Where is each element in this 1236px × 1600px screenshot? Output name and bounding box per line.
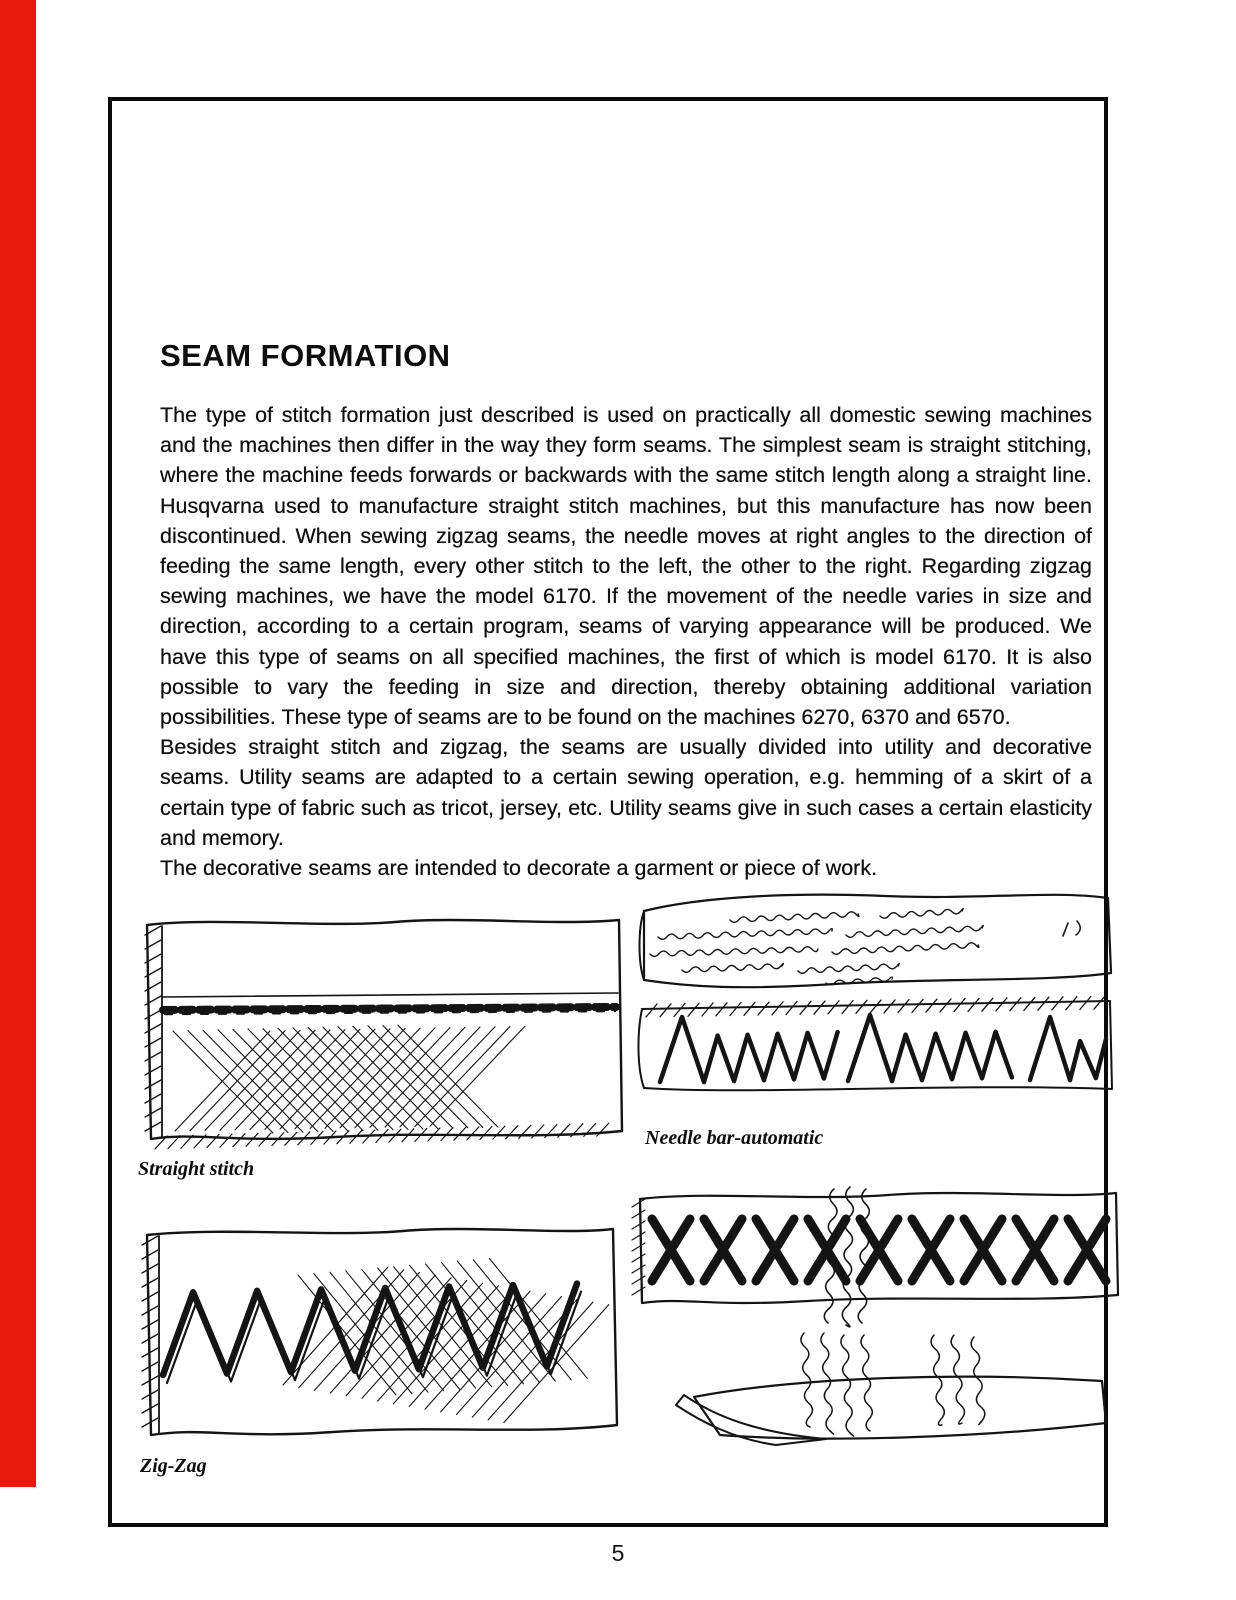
needle-bar-automatic-figure — [630, 883, 1118, 1135]
page-border-frame — [108, 97, 1108, 1527]
needle-bar-automatic-caption: Needle bar-automatic — [645, 1127, 824, 1149]
straight-stitch-illustration — [135, 895, 627, 1167]
straight-stitch-figure — [135, 895, 627, 1167]
straight-stitch-caption: Straight stitch — [138, 1158, 255, 1180]
body-text-block — [160, 400, 1092, 883]
section-title: SEAM FORMATION — [160, 338, 451, 373]
scan-edge-stripe — [0, 0, 36, 1487]
paragraph: The decorative seams are intended to decorate a garment or piece of work. — [160, 856, 878, 881]
page-number: 5 — [611, 1540, 625, 1566]
zig-zag-figure — [133, 1213, 621, 1451]
zig-zag-caption: Zig-Zag — [140, 1455, 207, 1477]
paragraph: Besides straight stitch and zigzag, the seams are usually divided into utility and decorative seams. Utility seams are adapted to a certain sewing operation, e.g. hemming of a skirt of a certain type of fabric such as tricot, jersey, etc. Utility seams give in such cases a certain elasticity and memory. — [160, 735, 1092, 850]
needle-bar-automatic-illustration — [630, 883, 1118, 1135]
zig-zag-illustration — [133, 1213, 621, 1451]
decorative-seam-figure — [628, 1183, 1128, 1448]
decorative-seam-illustration — [628, 1183, 1128, 1448]
paragraph: The type of stitch formation just described is used on practically all domestic sewing machines and the machines then differ in the way they form seams. The simplest seam is straight stitching, where the machine feeds forwards or backwards with the same stitch length along a straight line. Husqvarna used to manufacture straight stitch machines, but this manufacture has now been discontinued. When sewing zigzag seams, the needle moves at right angles to the direction of feeding the same length, every other stitch to the left, the other to the right. Regarding zigzag sewing machines, we have the model 6170. If the movement of the needle varies in size and direction, according to a certain program, seams of varying appearance will be produced. We have this type of seams on all specified machines, the first of which is model 6170. It is also possible to vary the feeding in size and direction, thereby obtaining additional variation possibilities. These type of seams are to be found on the machines 6270, 6370 and 6570. — [160, 403, 1092, 730]
